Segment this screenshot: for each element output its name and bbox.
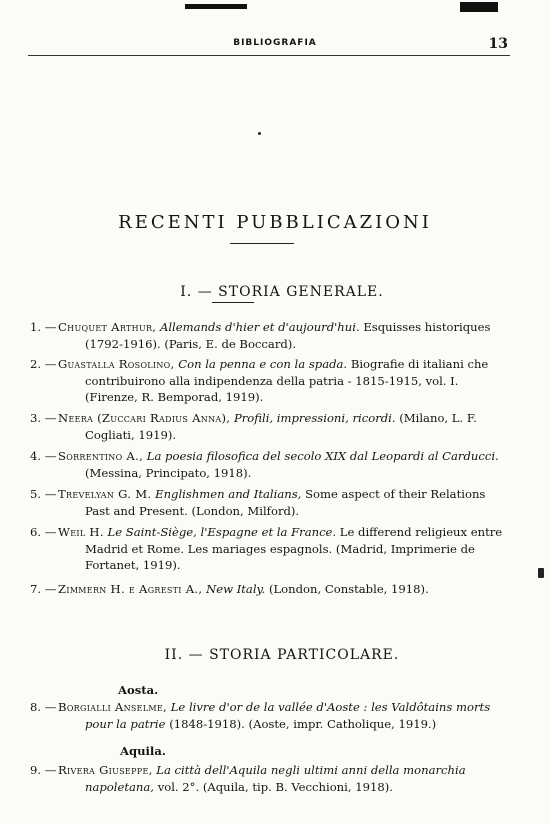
entry-number: 4. — bbox=[30, 449, 57, 463]
bibliography-entry bbox=[30, 524, 510, 574]
entry-details: Biografie di italiani che contribuirono alla indipendenza della patria - 1815-1915, vol. I. (Firenze, R. Bemporad, 1919). bbox=[85, 357, 489, 404]
bibliography-entry bbox=[30, 356, 510, 406]
bibliography-entry bbox=[30, 486, 510, 519]
entry-details: Le differend religieux entre Madrid et Rome. Les mariages espagnols. (Madrid, Imprimerie de Fortanet, 1919). bbox=[85, 525, 503, 572]
bibliography-entry bbox=[30, 448, 510, 481]
entry-title: Le livre d'or de la vallée d'Aoste : les Valdôtains morts pour la patrie bbox=[85, 700, 491, 731]
entry-author: Sorrentino A., bbox=[58, 449, 144, 463]
entry-number: 6. — bbox=[30, 525, 57, 539]
entry-author: Rivera Giuseppe, bbox=[58, 763, 153, 777]
entry-title: Profili, impressioni, ricordi. bbox=[233, 411, 396, 425]
entry-details: (Milano, L. F. Cogliati, 1919). bbox=[85, 411, 477, 442]
section-heading-particular: II. — STORIA PARTICOLARE. bbox=[164, 647, 400, 663]
entry-title: Allemands d'hier et d'aujourd'hui. bbox=[159, 320, 360, 334]
scan-edge-marks bbox=[0, 0, 550, 16]
entry-title: La città dell'Aquila negli ultimi anni della monarchia napoletana, bbox=[85, 763, 466, 794]
title-rule bbox=[230, 243, 294, 244]
scan-mark-left bbox=[185, 4, 247, 9]
entry-author: Borgialli Anselme, bbox=[58, 700, 168, 714]
entry-author: Chuquet Arthur, bbox=[58, 320, 157, 334]
entry-author: Neera (Zuccari Radius Anna), bbox=[58, 411, 231, 425]
section-rule bbox=[212, 302, 254, 303]
section-heading-general: I. — STORIA GENERALE. bbox=[180, 284, 384, 300]
bibliography-entry bbox=[30, 581, 510, 598]
entry-author: Weil H. bbox=[58, 525, 104, 539]
scan-mark-right bbox=[460, 2, 498, 12]
entry-title: La poesia filosofica del secolo XIX dal Leopardi al Carducci. bbox=[146, 449, 499, 463]
entry-title: Le Saint-Siège, l'Espagne et la France. bbox=[107, 525, 337, 539]
entry-author: Guastalla Rosolino, bbox=[58, 357, 175, 371]
entry-title: New Italy. bbox=[206, 582, 266, 596]
entry-details: Esquisses historiques (1792-1916). (Paris, E. de Boccard). bbox=[85, 320, 491, 351]
entry-number: 3. — bbox=[30, 411, 57, 425]
entry-details: (London, Constable, 1918). bbox=[268, 582, 429, 596]
entry-details: Some aspect of their Relations Past and Present. (London, Milford). bbox=[85, 487, 486, 518]
entry-number: 1. — bbox=[30, 320, 57, 334]
running-head: BIBLIOGRAFIA bbox=[233, 38, 317, 48]
entry-number: 2. — bbox=[30, 357, 57, 371]
entry-title: Con la penna e con la spada. bbox=[178, 357, 348, 371]
entry-number: 9. — bbox=[30, 763, 57, 777]
ink-speck bbox=[258, 132, 261, 135]
entry-number: 7. — bbox=[30, 582, 57, 596]
bibliography-entry bbox=[30, 319, 510, 352]
entry-number: 5. — bbox=[30, 487, 57, 501]
bibliography-entry bbox=[30, 762, 510, 795]
bibliography-entry bbox=[30, 410, 510, 443]
page-title: RECENTI PUBBLICAZIONI bbox=[118, 212, 432, 233]
entry-details: vol. 2°. (Aquila, tip. B. Vecchioni, 1918). bbox=[157, 779, 393, 794]
entry-title: Englishmen and Italians, bbox=[155, 487, 302, 501]
subheading-aquila: Aquila. bbox=[120, 744, 166, 758]
entry-author: Trevelyan G. M. bbox=[58, 487, 152, 501]
entry-number: 8. — bbox=[30, 700, 57, 714]
entry-details: (Messina, Principato, 1918). bbox=[85, 465, 252, 480]
header-rule bbox=[28, 55, 510, 56]
edge-mark bbox=[538, 568, 544, 578]
entry-author: Zimmern H. e Agresti A., bbox=[58, 582, 203, 596]
subheading-aosta: Aosta. bbox=[118, 683, 159, 697]
page-number: 13 bbox=[488, 36, 508, 52]
entry-details: (1848-1918). (Aoste, impr. Catholique, 1919.) bbox=[169, 716, 437, 731]
bibliography-entry bbox=[30, 699, 510, 732]
